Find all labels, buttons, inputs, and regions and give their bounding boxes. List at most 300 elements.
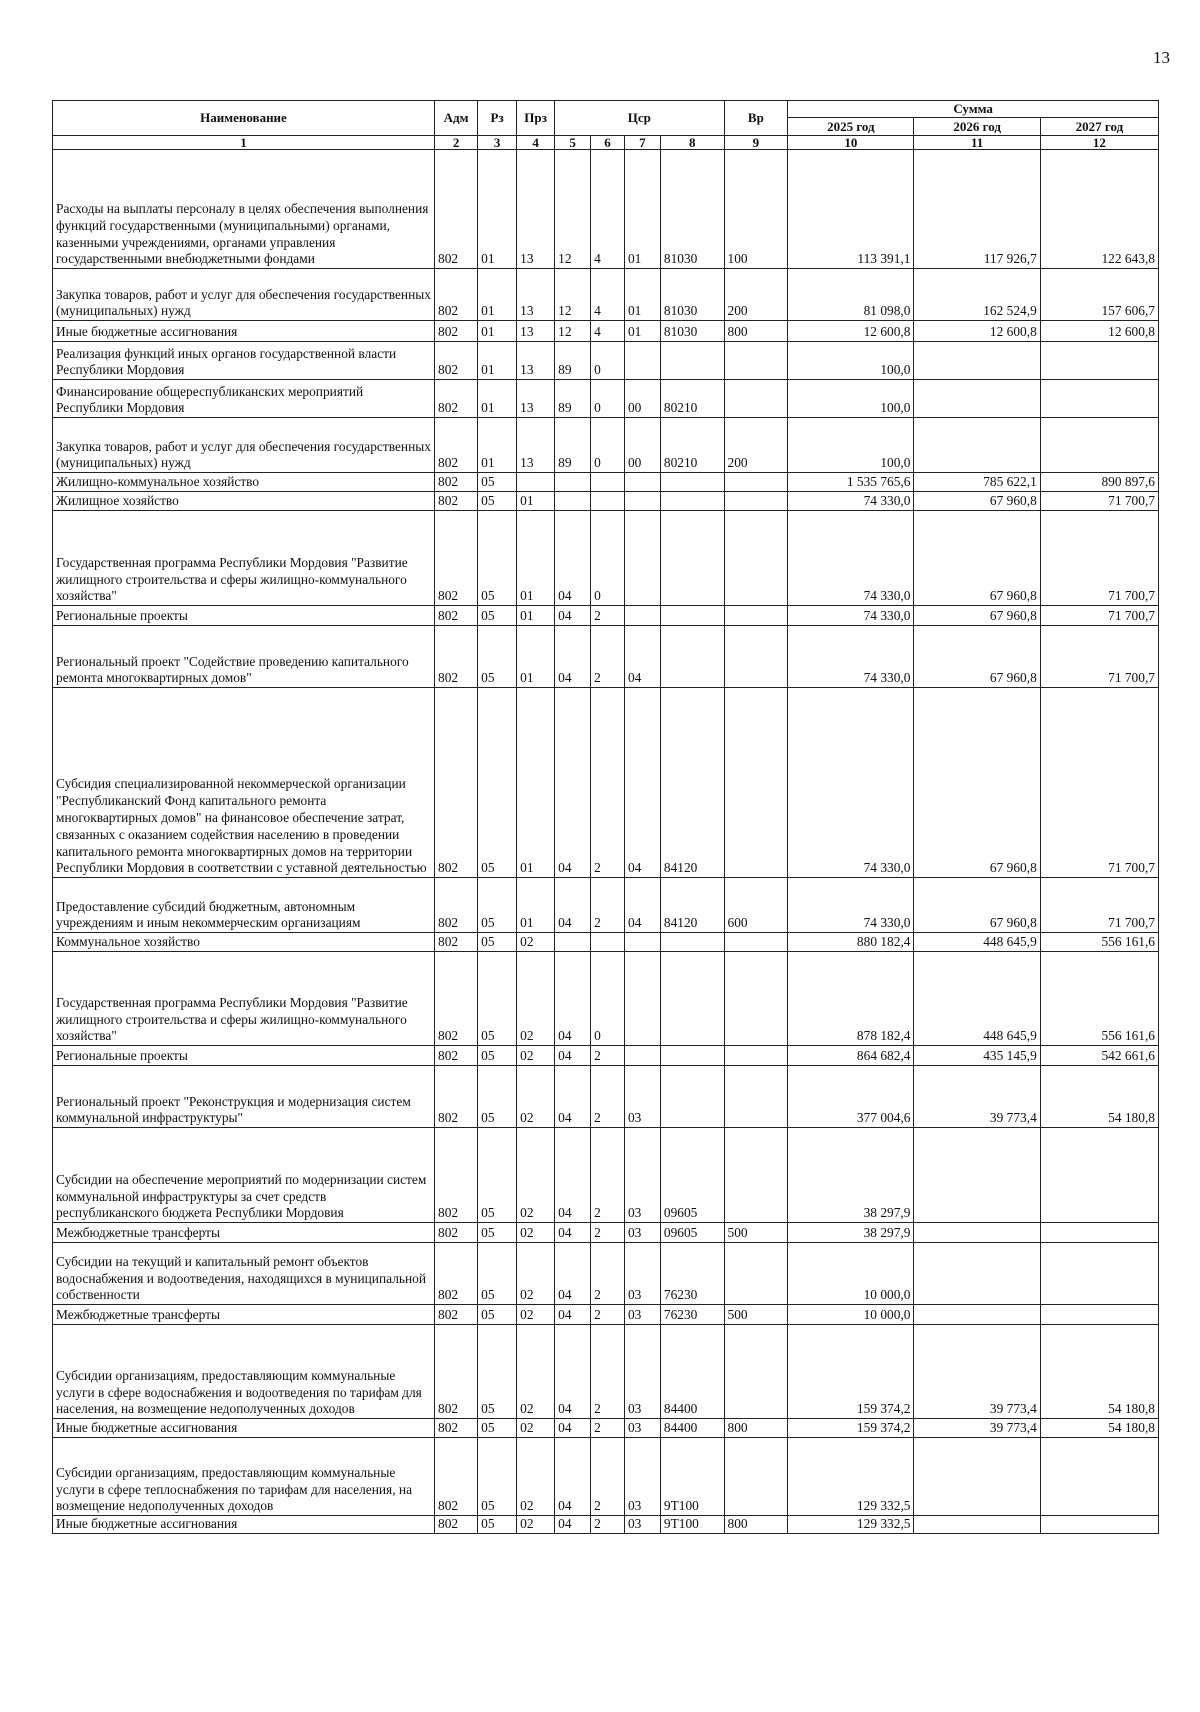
csr-part-1: 04 bbox=[555, 606, 591, 626]
vr-code bbox=[724, 606, 788, 626]
csr-part-2: 2 bbox=[591, 1305, 625, 1325]
adm-code: 802 bbox=[435, 1128, 478, 1223]
csr-part-2: 2 bbox=[591, 688, 625, 878]
column-numbers-row bbox=[53, 136, 1159, 150]
csr-part-2: 2 bbox=[591, 606, 625, 626]
table-row bbox=[53, 626, 1159, 688]
column-number: 10 bbox=[788, 136, 914, 150]
row-name: Региональный проект "Содействие проведению капитального ремонта многоквартирных домов" bbox=[53, 626, 435, 688]
table-row bbox=[53, 380, 1159, 418]
csr-part-1: 12 bbox=[555, 321, 591, 342]
prz-code: 01 bbox=[517, 606, 555, 626]
amount-2025: 129 332,5 bbox=[788, 1438, 914, 1516]
amount-2025: 74 330,0 bbox=[788, 878, 914, 933]
csr-part-1: 89 bbox=[555, 418, 591, 473]
rz-code: 05 bbox=[478, 688, 517, 878]
adm-code: 802 bbox=[435, 418, 478, 473]
csr-part-2: 0 bbox=[591, 342, 625, 380]
amount-2025: 74 330,0 bbox=[788, 626, 914, 688]
csr-part-4: 81030 bbox=[660, 150, 724, 269]
csr-part-4 bbox=[660, 606, 724, 626]
row-name: Государственная программа Республики Мордовия "Развитие жилищного строительства и сферы жилищно-коммунального хозяйства" bbox=[53, 952, 435, 1046]
amount-2027: 54 180,8 bbox=[1040, 1066, 1158, 1128]
csr-part-3: 03 bbox=[624, 1419, 660, 1438]
csr-part-2: 2 bbox=[591, 1066, 625, 1128]
amount-2027: 542 661,6 bbox=[1040, 1046, 1158, 1066]
csr-part-1 bbox=[555, 473, 591, 492]
adm-code: 802 bbox=[435, 1223, 478, 1243]
table-row bbox=[53, 688, 1159, 878]
vr-code: 800 bbox=[724, 321, 788, 342]
rz-code: 05 bbox=[478, 1066, 517, 1128]
amount-2027: 54 180,8 bbox=[1040, 1325, 1158, 1419]
amount-2027 bbox=[1040, 1516, 1158, 1534]
table-row bbox=[53, 418, 1159, 473]
amount-2027: 71 700,7 bbox=[1040, 688, 1158, 878]
csr-part-4: 80210 bbox=[660, 380, 724, 418]
amount-2026: 67 960,8 bbox=[914, 878, 1040, 933]
amount-2027 bbox=[1040, 1243, 1158, 1305]
csr-part-3: 00 bbox=[624, 380, 660, 418]
vr-code bbox=[724, 1438, 788, 1516]
rz-code: 05 bbox=[478, 492, 517, 511]
rz-code: 05 bbox=[478, 1438, 517, 1516]
budget-table bbox=[52, 100, 1159, 1534]
header-csr: Цср bbox=[555, 101, 724, 136]
amount-2026: 67 960,8 bbox=[914, 492, 1040, 511]
csr-part-3: 01 bbox=[624, 150, 660, 269]
header-vr: Вр bbox=[724, 101, 788, 136]
vr-code: 500 bbox=[724, 1305, 788, 1325]
csr-part-3: 00 bbox=[624, 418, 660, 473]
row-name: Региональные проекты bbox=[53, 606, 435, 626]
csr-part-4: 84120 bbox=[660, 878, 724, 933]
row-name: Коммунальное хозяйство bbox=[53, 933, 435, 952]
rz-code: 05 bbox=[478, 878, 517, 933]
csr-part-2: 0 bbox=[591, 380, 625, 418]
prz-code: 13 bbox=[517, 380, 555, 418]
rz-code: 01 bbox=[478, 342, 517, 380]
prz-code: 02 bbox=[517, 1046, 555, 1066]
csr-part-3 bbox=[624, 342, 660, 380]
prz-code: 02 bbox=[517, 933, 555, 952]
rz-code: 05 bbox=[478, 626, 517, 688]
rz-code: 05 bbox=[478, 952, 517, 1046]
vr-code bbox=[724, 380, 788, 418]
amount-2027 bbox=[1040, 418, 1158, 473]
prz-code: 02 bbox=[517, 952, 555, 1046]
csr-part-4: 81030 bbox=[660, 269, 724, 321]
table-row bbox=[53, 511, 1159, 606]
amount-2026 bbox=[914, 1243, 1040, 1305]
csr-part-1: 04 bbox=[555, 1243, 591, 1305]
csr-part-2: 2 bbox=[591, 1128, 625, 1223]
csr-part-3: 03 bbox=[624, 1223, 660, 1243]
table-row bbox=[53, 1516, 1159, 1534]
csr-part-3 bbox=[624, 511, 660, 606]
table-row bbox=[53, 933, 1159, 952]
amount-2027: 12 600,8 bbox=[1040, 321, 1158, 342]
amount-2026: 435 145,9 bbox=[914, 1046, 1040, 1066]
table-row bbox=[53, 1223, 1159, 1243]
table-row bbox=[53, 1128, 1159, 1223]
amount-2027 bbox=[1040, 1438, 1158, 1516]
adm-code: 802 bbox=[435, 688, 478, 878]
csr-part-4 bbox=[660, 342, 724, 380]
vr-code bbox=[724, 688, 788, 878]
row-name: Закупка товаров, работ и услуг для обеспечения государственных (муниципальных) нужд bbox=[53, 418, 435, 473]
vr-code bbox=[724, 1325, 788, 1419]
amount-2027: 71 700,7 bbox=[1040, 511, 1158, 606]
csr-part-3 bbox=[624, 933, 660, 952]
vr-code bbox=[724, 952, 788, 1046]
csr-part-2: 2 bbox=[591, 1223, 625, 1243]
amount-2027: 556 161,6 bbox=[1040, 933, 1158, 952]
table-row bbox=[53, 1438, 1159, 1516]
csr-part-2: 2 bbox=[591, 1516, 625, 1534]
csr-part-1: 04 bbox=[555, 1438, 591, 1516]
adm-code: 802 bbox=[435, 1046, 478, 1066]
csr-part-2: 0 bbox=[591, 952, 625, 1046]
table-row bbox=[53, 1243, 1159, 1305]
header-year-2026: 2026 год bbox=[914, 118, 1040, 136]
rz-code: 01 bbox=[478, 321, 517, 342]
row-name: Реализация функций иных органов государственной власти Республики Мордовия bbox=[53, 342, 435, 380]
csr-part-2: 0 bbox=[591, 511, 625, 606]
amount-2026: 12 600,8 bbox=[914, 321, 1040, 342]
csr-part-4: 9Т100 bbox=[660, 1438, 724, 1516]
csr-part-3: 04 bbox=[624, 688, 660, 878]
rz-code: 05 bbox=[478, 1046, 517, 1066]
csr-part-3: 03 bbox=[624, 1516, 660, 1534]
vr-code bbox=[724, 342, 788, 380]
vr-code bbox=[724, 1243, 788, 1305]
table-row bbox=[53, 342, 1159, 380]
adm-code: 802 bbox=[435, 626, 478, 688]
row-name: Жилищное хозяйство bbox=[53, 492, 435, 511]
csr-part-2: 2 bbox=[591, 878, 625, 933]
csr-part-4: 81030 bbox=[660, 321, 724, 342]
csr-part-4 bbox=[660, 1046, 724, 1066]
table-body bbox=[53, 150, 1159, 1534]
amount-2027 bbox=[1040, 1223, 1158, 1243]
table-row bbox=[53, 606, 1159, 626]
amount-2026: 448 645,9 bbox=[914, 933, 1040, 952]
prz-code: 13 bbox=[517, 418, 555, 473]
table-row bbox=[53, 878, 1159, 933]
row-name: Субсидии организациям, предоставляющим коммунальные услуги в сфере водоснабжения и водоотведения по тарифам для населения, на возмещение недополученных доходов bbox=[53, 1325, 435, 1419]
csr-part-4: 84400 bbox=[660, 1325, 724, 1419]
rz-code: 01 bbox=[478, 418, 517, 473]
csr-part-3: 01 bbox=[624, 269, 660, 321]
csr-part-1: 89 bbox=[555, 342, 591, 380]
vr-code bbox=[724, 473, 788, 492]
header-name: Наименование bbox=[53, 101, 435, 136]
vr-code bbox=[724, 511, 788, 606]
csr-part-1: 04 bbox=[555, 688, 591, 878]
prz-code: 02 bbox=[517, 1128, 555, 1223]
csr-part-3 bbox=[624, 952, 660, 1046]
amount-2025: 74 330,0 bbox=[788, 688, 914, 878]
row-name: Региональные проекты bbox=[53, 1046, 435, 1066]
amount-2025: 74 330,0 bbox=[788, 606, 914, 626]
csr-part-4 bbox=[660, 492, 724, 511]
amount-2025: 38 297,9 bbox=[788, 1128, 914, 1223]
prz-code: 02 bbox=[517, 1223, 555, 1243]
amount-2026: 39 773,4 bbox=[914, 1066, 1040, 1128]
csr-part-3: 03 bbox=[624, 1305, 660, 1325]
csr-part-3 bbox=[624, 492, 660, 511]
csr-part-2 bbox=[591, 473, 625, 492]
prz-code: 02 bbox=[517, 1325, 555, 1419]
row-name: Расходы на выплаты персоналу в целях обеспечения выполнения функций государственными (муниципальными) органами, казенными учреждениями, органами управления государственными внебюджетными фондами bbox=[53, 150, 435, 269]
adm-code: 802 bbox=[435, 878, 478, 933]
column-number: 1 bbox=[53, 136, 435, 150]
table-row bbox=[53, 492, 1159, 511]
adm-code: 802 bbox=[435, 342, 478, 380]
vr-code bbox=[724, 1046, 788, 1066]
prz-code: 13 bbox=[517, 321, 555, 342]
table-row bbox=[53, 269, 1159, 321]
amount-2027: 71 700,7 bbox=[1040, 626, 1158, 688]
vr-code bbox=[724, 492, 788, 511]
header-year-2025: 2025 год bbox=[788, 118, 914, 136]
adm-code: 802 bbox=[435, 380, 478, 418]
csr-part-1: 12 bbox=[555, 150, 591, 269]
row-name: Субсидии на обеспечение мероприятий по модернизации систем коммунальной инфраструктуры за счет средств республиканского бюджета Республики Мордовия bbox=[53, 1128, 435, 1223]
prz-code: 02 bbox=[517, 1438, 555, 1516]
csr-part-1 bbox=[555, 933, 591, 952]
header-adm: Адм bbox=[435, 101, 478, 136]
amount-2027: 556 161,6 bbox=[1040, 952, 1158, 1046]
adm-code: 802 bbox=[435, 1516, 478, 1534]
rz-code: 05 bbox=[478, 473, 517, 492]
amount-2026: 39 773,4 bbox=[914, 1419, 1040, 1438]
amount-2027: 71 700,7 bbox=[1040, 606, 1158, 626]
csr-part-2: 4 bbox=[591, 321, 625, 342]
csr-part-3: 03 bbox=[624, 1243, 660, 1305]
prz-code: 13 bbox=[517, 342, 555, 380]
prz-code: 01 bbox=[517, 492, 555, 511]
rz-code: 01 bbox=[478, 150, 517, 269]
row-name: Государственная программа Республики Мордовия "Развитие жилищного строительства и сферы жилищно-коммунального хозяйства" bbox=[53, 511, 435, 606]
amount-2025: 12 600,8 bbox=[788, 321, 914, 342]
adm-code: 802 bbox=[435, 511, 478, 606]
csr-part-4: 76230 bbox=[660, 1305, 724, 1325]
amount-2026: 117 926,7 bbox=[914, 150, 1040, 269]
column-number: 4 bbox=[517, 136, 555, 150]
csr-part-3 bbox=[624, 1046, 660, 1066]
csr-part-4 bbox=[660, 511, 724, 606]
amount-2026 bbox=[914, 380, 1040, 418]
header-rz: Рз bbox=[478, 101, 517, 136]
vr-code bbox=[724, 1128, 788, 1223]
row-name: Предоставление субсидий бюджетным, автономным учреждениям и иным некоммерческим организациям bbox=[53, 878, 435, 933]
amount-2026: 67 960,8 bbox=[914, 626, 1040, 688]
rz-code: 05 bbox=[478, 1419, 517, 1438]
amount-2026: 67 960,8 bbox=[914, 606, 1040, 626]
amount-2026 bbox=[914, 1223, 1040, 1243]
csr-part-1: 04 bbox=[555, 1305, 591, 1325]
csr-part-2: 2 bbox=[591, 1243, 625, 1305]
table-row bbox=[53, 952, 1159, 1046]
column-number: 12 bbox=[1040, 136, 1158, 150]
rz-code: 01 bbox=[478, 269, 517, 321]
adm-code: 802 bbox=[435, 933, 478, 952]
csr-part-1: 04 bbox=[555, 1066, 591, 1128]
adm-code: 802 bbox=[435, 1243, 478, 1305]
adm-code: 802 bbox=[435, 606, 478, 626]
csr-part-4 bbox=[660, 626, 724, 688]
rz-code: 05 bbox=[478, 1223, 517, 1243]
adm-code: 802 bbox=[435, 1066, 478, 1128]
csr-part-2: 2 bbox=[591, 1419, 625, 1438]
csr-part-4 bbox=[660, 1066, 724, 1128]
amount-2025: 113 391,1 bbox=[788, 150, 914, 269]
amount-2025: 74 330,0 bbox=[788, 511, 914, 606]
csr-part-2: 0 bbox=[591, 418, 625, 473]
adm-code: 802 bbox=[435, 269, 478, 321]
prz-code: 01 bbox=[517, 626, 555, 688]
csr-part-1: 04 bbox=[555, 1128, 591, 1223]
amount-2026 bbox=[914, 1128, 1040, 1223]
amount-2025: 159 374,2 bbox=[788, 1419, 914, 1438]
amount-2025: 81 098,0 bbox=[788, 269, 914, 321]
csr-part-2 bbox=[591, 492, 625, 511]
csr-part-1: 04 bbox=[555, 878, 591, 933]
csr-part-4: 84120 bbox=[660, 688, 724, 878]
header-prz: Прз bbox=[517, 101, 555, 136]
adm-code: 802 bbox=[435, 150, 478, 269]
amount-2026: 67 960,8 bbox=[914, 511, 1040, 606]
table-row bbox=[53, 321, 1159, 342]
csr-part-4: 80210 bbox=[660, 418, 724, 473]
vr-code bbox=[724, 1066, 788, 1128]
adm-code: 802 bbox=[435, 1438, 478, 1516]
csr-part-1: 04 bbox=[555, 1223, 591, 1243]
table-header bbox=[53, 101, 1159, 150]
rz-code: 05 bbox=[478, 1516, 517, 1534]
column-number: 6 bbox=[591, 136, 625, 150]
csr-part-2: 2 bbox=[591, 1046, 625, 1066]
csr-part-1: 04 bbox=[555, 952, 591, 1046]
vr-code: 200 bbox=[724, 418, 788, 473]
csr-part-1: 12 bbox=[555, 269, 591, 321]
column-number: 9 bbox=[724, 136, 788, 150]
vr-code: 800 bbox=[724, 1419, 788, 1438]
rz-code: 05 bbox=[478, 1243, 517, 1305]
vr-code: 200 bbox=[724, 269, 788, 321]
csr-part-3 bbox=[624, 606, 660, 626]
prz-code: 02 bbox=[517, 1243, 555, 1305]
csr-part-3: 01 bbox=[624, 321, 660, 342]
row-name: Субсидии на текущий и капитальный ремонт объектов водоснабжения и водоотведения, находящихся в муниципальной собственности bbox=[53, 1243, 435, 1305]
rz-code: 05 bbox=[478, 1128, 517, 1223]
column-number: 7 bbox=[624, 136, 660, 150]
vr-code: 600 bbox=[724, 878, 788, 933]
amount-2027: 71 700,7 bbox=[1040, 492, 1158, 511]
csr-part-1: 04 bbox=[555, 511, 591, 606]
csr-part-3: 03 bbox=[624, 1438, 660, 1516]
column-number: 3 bbox=[478, 136, 517, 150]
amount-2027 bbox=[1040, 380, 1158, 418]
header-sum: Сумма bbox=[788, 101, 1159, 118]
amount-2025: 1 535 765,6 bbox=[788, 473, 914, 492]
amount-2026 bbox=[914, 418, 1040, 473]
row-name: Иные бюджетные ассигнования bbox=[53, 321, 435, 342]
amount-2026 bbox=[914, 1516, 1040, 1534]
csr-part-3: 03 bbox=[624, 1128, 660, 1223]
csr-part-3: 03 bbox=[624, 1325, 660, 1419]
csr-part-3 bbox=[624, 473, 660, 492]
csr-part-4: 9Т100 bbox=[660, 1516, 724, 1534]
csr-part-2 bbox=[591, 933, 625, 952]
amount-2025: 10 000,0 bbox=[788, 1305, 914, 1325]
vr-code: 800 bbox=[724, 1516, 788, 1534]
amount-2027: 122 643,8 bbox=[1040, 150, 1158, 269]
csr-part-3: 03 bbox=[624, 1066, 660, 1128]
amount-2025: 100,0 bbox=[788, 418, 914, 473]
csr-part-4: 09605 bbox=[660, 1128, 724, 1223]
row-name: Региональный проект "Реконструкция и модернизация систем коммунальной инфраструктуры" bbox=[53, 1066, 435, 1128]
amount-2025: 10 000,0 bbox=[788, 1243, 914, 1305]
vr-code: 500 bbox=[724, 1223, 788, 1243]
amount-2025: 100,0 bbox=[788, 380, 914, 418]
adm-code: 802 bbox=[435, 321, 478, 342]
row-name: Иные бюджетные ассигнования bbox=[53, 1419, 435, 1438]
amount-2025: 864 682,4 bbox=[788, 1046, 914, 1066]
row-name: Субсидия специализированной некоммерческой организации "Республиканский Фонд капитального ремонта многоквартирных домов" на финансовое обеспечение затрат, связанных с оказанием содействия населению в проведении капитального ремонта многоквартирных домов на территории Республики Мордовия в соответствии с уставной деятельностью bbox=[53, 688, 435, 878]
csr-part-1: 04 bbox=[555, 1325, 591, 1419]
amount-2026: 67 960,8 bbox=[914, 688, 1040, 878]
amount-2025: 159 374,2 bbox=[788, 1325, 914, 1419]
csr-part-1 bbox=[555, 492, 591, 511]
prz-code bbox=[517, 473, 555, 492]
adm-code: 802 bbox=[435, 1305, 478, 1325]
prz-code: 02 bbox=[517, 1516, 555, 1534]
rz-code: 05 bbox=[478, 933, 517, 952]
csr-part-1: 04 bbox=[555, 626, 591, 688]
table-row bbox=[53, 1066, 1159, 1128]
prz-code: 01 bbox=[517, 511, 555, 606]
vr-code bbox=[724, 933, 788, 952]
csr-part-4 bbox=[660, 473, 724, 492]
csr-part-2: 2 bbox=[591, 1438, 625, 1516]
table-row bbox=[53, 1325, 1159, 1419]
csr-part-2: 2 bbox=[591, 626, 625, 688]
csr-part-3: 04 bbox=[624, 626, 660, 688]
table-row bbox=[53, 1419, 1159, 1438]
amount-2025: 38 297,9 bbox=[788, 1223, 914, 1243]
amount-2027 bbox=[1040, 342, 1158, 380]
table-row bbox=[53, 1305, 1159, 1325]
csr-part-1: 04 bbox=[555, 1419, 591, 1438]
vr-code bbox=[724, 626, 788, 688]
page-number: 13 bbox=[1153, 48, 1170, 67]
row-name: Финансирование общереспубликанских мероприятий Республики Мордовия bbox=[53, 380, 435, 418]
row-name: Межбюджетные трансферты bbox=[53, 1305, 435, 1325]
table-row bbox=[53, 150, 1159, 269]
amount-2026: 448 645,9 bbox=[914, 952, 1040, 1046]
csr-part-1: 04 bbox=[555, 1516, 591, 1534]
prz-code: 02 bbox=[517, 1305, 555, 1325]
rz-code: 05 bbox=[478, 1325, 517, 1419]
amount-2025: 100,0 bbox=[788, 342, 914, 380]
row-name: Субсидии организациям, предоставляющим коммунальные услуги в сфере теплоснабжения по тарифам для населения, на возмещение недополученных доходов bbox=[53, 1438, 435, 1516]
table-row bbox=[53, 473, 1159, 492]
header-year-2027: 2027 год bbox=[1040, 118, 1158, 136]
rz-code: 05 bbox=[478, 511, 517, 606]
